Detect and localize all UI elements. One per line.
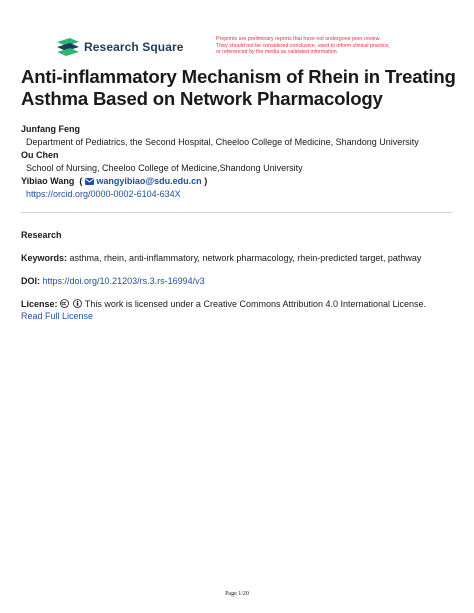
author-name: Ou Chen	[21, 150, 59, 160]
research-square-logo-icon	[57, 38, 79, 56]
keywords-label: Keywords:	[21, 253, 68, 263]
attribution-icon	[73, 299, 82, 308]
header	[57, 36, 437, 62]
logo-text: Research Square	[84, 40, 184, 54]
page-number: Page 1/20	[225, 591, 249, 597]
section-divider	[21, 212, 453, 213]
keywords-row	[21, 252, 461, 264]
author-list	[21, 123, 461, 201]
close-paren: )	[204, 176, 208, 186]
author-email-link[interactable]: wangyibiao@sdu.edu.cn	[96, 176, 202, 186]
paper-title	[21, 66, 461, 109]
license-text: This work is licensed under a Creative Commons Attribution 4.0 International License.	[84, 299, 427, 309]
author-affiliation: Department of Pediatrics, the Second Hospital, Cheeloo College of Medicine, Shandong University	[26, 137, 419, 147]
preprint-disclaimer	[216, 36, 438, 56]
author-affiliation: School of Nursing, Cheeloo College of Medicine,Shandong University	[26, 163, 303, 173]
author-name: Junfang Feng	[21, 124, 80, 134]
disclaimer-line: Preprints are preliminary reports that have not undergone peer review.	[216, 36, 381, 42]
doi-row	[21, 275, 461, 287]
doi-label: DOI:	[21, 276, 40, 286]
envelope-icon	[85, 178, 94, 185]
license-row	[21, 298, 461, 322]
open-paren: (	[76, 176, 83, 186]
creative-commons-icon	[60, 299, 69, 308]
disclaimer-line: They should not be considered conclusive, used to inform clinical practice,	[216, 42, 391, 49]
corresponding-author	[21, 175, 461, 188]
author-name: Yibiao Wang	[21, 176, 75, 186]
research-square-logo[interactable]	[57, 38, 184, 56]
disclaimer-line: or referenced by the media as validated information.	[216, 49, 339, 56]
read-full-license-link[interactable]: Read Full License	[21, 311, 94, 321]
title-line: Anti-inflammatory Mechanism of Rhein in Treating	[21, 66, 456, 87]
keywords-value: asthma, rhein, anti-inflammatory, network pharmacology, rhein-predicted target, pathway	[69, 253, 422, 263]
doi-link[interactable]: https://doi.org/10.21203/rs.3.rs-16994/v3	[42, 276, 205, 286]
orcid-link[interactable]: https://orcid.org/0000-0002-6104-634X	[26, 189, 181, 199]
license-label: License:	[21, 299, 58, 309]
title-line: Asthma Based on Network Pharmacology	[21, 87, 383, 109]
article-type: Research	[21, 230, 62, 240]
